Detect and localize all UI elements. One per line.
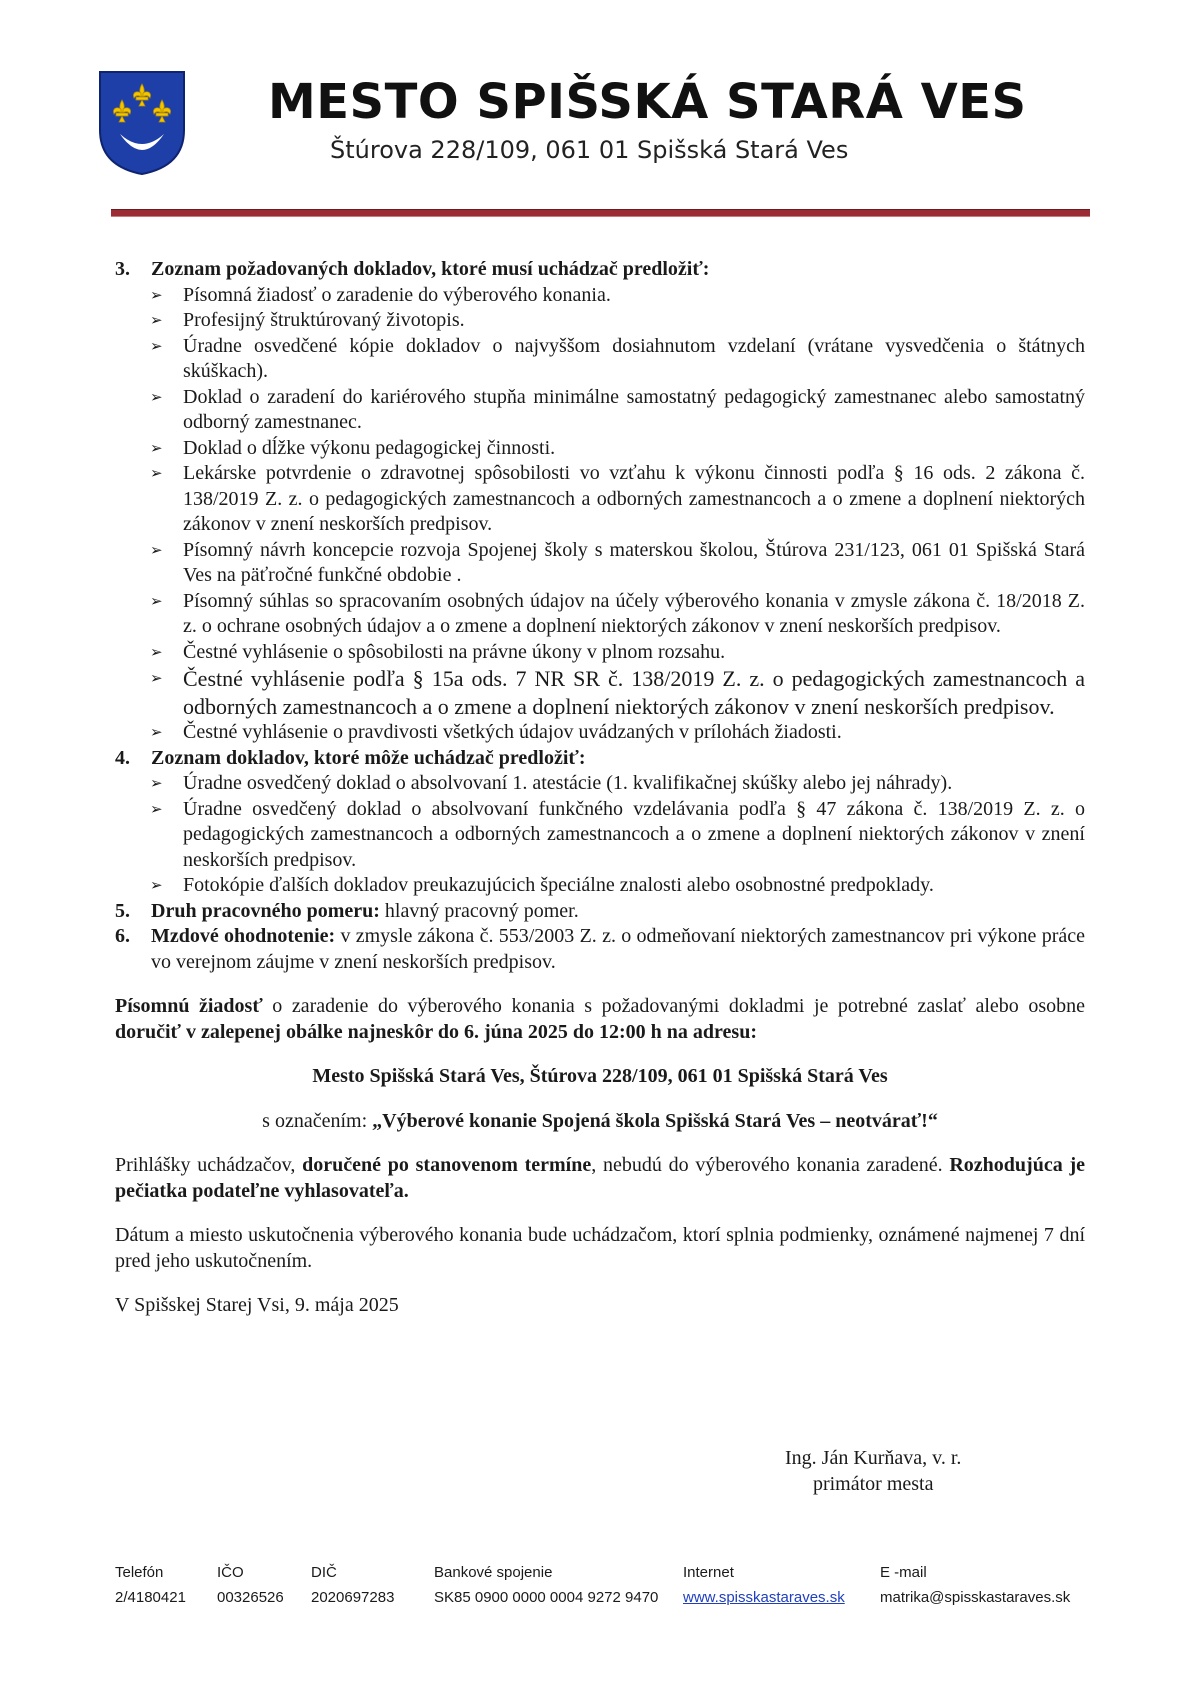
list-item: ➢ Profesijný štruktúrovaný životopis.	[115, 308, 1085, 334]
section-value: hlavný pracovný pomer.	[379, 899, 579, 922]
footer-dic: DIČ 2020697283	[311, 1564, 395, 1606]
section-number: 4.	[115, 746, 130, 769]
website-link[interactable]: www.spisskastaraves.sk	[683, 1589, 845, 1606]
city-address: Štúrova 228/109, 061 01 Spišská Stará Ves	[330, 136, 849, 164]
list-item: ➢ Čestné vyhlásenie o spôsobilosti na právne úkony v plnom rozsahu.	[115, 640, 1085, 666]
submission-address: Mesto Spišská Stará Ves, Štúrova 228/109, 061 01 Spišská Stará Ves	[312, 1065, 888, 1087]
footer-internet: Internet www.spisskastaraves.sk	[683, 1564, 845, 1606]
section-label: Druh pracovného pomeru:	[151, 899, 380, 922]
arrow-bullet-icon: ➢	[150, 723, 163, 741]
section-employment-type	[115, 899, 1085, 925]
list-item: ➢ Písomný návrh koncepcie rozvoja Spojenej školy s materskou školou, Štúrova 231/123, 061 01 Spišská Stará Ves na päťročné funkčné obdobie .	[150, 538, 1085, 586]
footer-phone: Telefón 2/4180421	[115, 1564, 186, 1606]
submission-paragraph: Písomnú žiadosť o zaradenie do výberového konania s požadovanými dokladmi je potrebné zaslať alebo osobne doručiť v zalepenej obálke najneskôr do 6. júna 2025 do 12:00 h na adresu:	[115, 995, 1085, 1043]
section-salary	[115, 924, 1085, 975]
arrow-bullet-icon: ➢	[150, 311, 163, 329]
envelope-marking: s označením: „Výberové konanie Spojená škola Spišská Stará Ves – neotvárať!“	[262, 1109, 938, 1132]
city-coat-of-arms-icon	[98, 70, 186, 176]
signatory-role: primátor mesta	[812, 1472, 934, 1495]
date-place-paragraph: Dátum a miesto uskutočnenia výberového konania bude uchádzačom, ktorí splnia podmienky, oznámené najmenej 7 dní pred jeho uskutočnením.	[115, 1224, 1085, 1272]
arrow-bullet-icon: ➢	[150, 438, 163, 457]
list-item: ➢ Písomná žiadosť o zaradenie do výberového konania.	[115, 283, 1085, 309]
list-item: ➢ Doklad o zaradení do kariérového stupňa minimálne samostatný pedagogický zamestnanec alebo samostatný odborný zamestnanec.	[150, 385, 1085, 433]
section-title: Zoznam dokladov, ktoré môže uchádzač predložiť:	[151, 746, 586, 769]
section-number: 5.	[115, 899, 130, 922]
list-item: ➢ Doklad o dĺžke výkonu pedagogickej činnosti.	[115, 436, 1085, 462]
required-documents-list	[115, 283, 1085, 746]
arrow-bullet-icon: ➢	[150, 799, 163, 818]
place-and-date: V Spišskej Starej Vsi, 9. mája 2025	[115, 1294, 399, 1316]
section-value: v zmysle zákona č. 553/2003 Z. z. o odmeňovaní niektorých zamestnancov pri výkone práce vo verejnom záujme v znení neskorších predpisov.	[151, 925, 1085, 973]
signature-block	[785, 1446, 961, 1497]
arrow-bullet-icon: ➢	[150, 876, 163, 894]
section-required-documents	[115, 257, 1085, 283]
footer-bank: Bankové spojenie SK85 0900 0000 0004 9272 9470	[434, 1564, 659, 1606]
arrow-bullet-icon: ➢	[150, 669, 163, 687]
arrow-bullet-icon: ➢	[150, 464, 163, 482]
document-body	[115, 257, 1085, 1319]
arrow-bullet-icon: ➢	[150, 387, 163, 406]
list-item: ➢ Čestné vyhlásenie podľa § 15a ods. 7 NR SR č. 138/2019 Z. z. o pedagogických zamestnancoch a odborných zamestnancoch a o zmene a doplnení niektorých zákonov v znení neskorších predpisov.	[150, 666, 1085, 719]
arrow-bullet-icon: ➢	[150, 591, 163, 610]
section-label: Mzdové ohodnotenie:	[151, 925, 336, 947]
list-item: ➢ Úradne osvedčený doklad o absolvovaní funkčného vzdelávania podľa § 47 zákona č. 138/2019 Z. z. o pedagogických zamestnancoch a odborných zamestnancoch a o zmene a doplnení niektorých zákonov v znení neskorších predpisov.	[150, 797, 1085, 871]
optional-documents-list	[115, 771, 1085, 899]
section-number: 6.	[115, 925, 130, 947]
list-item: ➢ Čestné vyhlásenie o pravdivosti všetkých údajov uvádzaných v prílohách žiadosti.	[115, 720, 1085, 746]
arrow-bullet-icon: ➢	[150, 285, 163, 304]
arrow-bullet-icon: ➢	[150, 642, 163, 661]
section-number: 3.	[115, 258, 130, 280]
section-optional-documents	[115, 746, 1085, 772]
arrow-bullet-icon: ➢	[150, 540, 163, 559]
list-item: ➢ Fotokópie ďalších dokladov preukazujúcich špeciálne znalosti alebo osobnostné predpoklady.	[115, 873, 1085, 899]
arrow-bullet-icon: ➢	[150, 336, 163, 355]
list-item: ➢ Úradne osvedčený doklad o absolvovaní 1. atestácie (1. kvalifikačnej skúšky alebo jej náhrady).	[115, 771, 1085, 797]
late-applications-paragraph: Prihlášky uchádzačov, doručené po stanovenom termíne, nebudú do výberového konania zaradené. Rozhodujúca je pečiatka podateľne vyhlasovateľa.	[115, 1154, 1085, 1202]
header-divider	[111, 209, 1090, 217]
city-title: MESTO SPIŠSKÁ STARÁ VES	[268, 74, 1027, 130]
section-title: Zoznam požadovaných dokladov, ktoré musí uchádzač predložiť:	[151, 258, 710, 280]
list-item: ➢ Lekárske potvrdenie o zdravotnej spôsobilosti vo vzťahu k výkonu činnosti podľa § 16 ods. 2 zákona č. 138/2019 Z. z. o pedagogických zamestnancoch a odborných zamestnancoch a o zmene a doplnení niektorých zákonov v znení neskorších predpisov.	[150, 462, 1085, 535]
list-item: ➢ Písomný súhlas so spracovaním osobných údajov na účely výberového konania v zmysle zákona č. 18/2018 Z. z. o ochrane osobných údajov a o zmene a doplnení niektorých zákonov v znení neskorších predpisov.	[150, 589, 1085, 637]
signatory-name: Ing. Ján Kurňava, v. r.	[785, 1447, 962, 1469]
footer-email: E -mail matrika@spisskastaraves.sk	[880, 1564, 1071, 1606]
list-item: ➢ Úradne osvedčené kópie dokladov o najvyššom dosiahnutom vzdelaní (vrátane vysvedčenia o štátnych skúškach).	[150, 334, 1085, 382]
footer-ico: IČO 00326526	[217, 1564, 284, 1606]
arrow-bullet-icon: ➢	[150, 774, 163, 792]
